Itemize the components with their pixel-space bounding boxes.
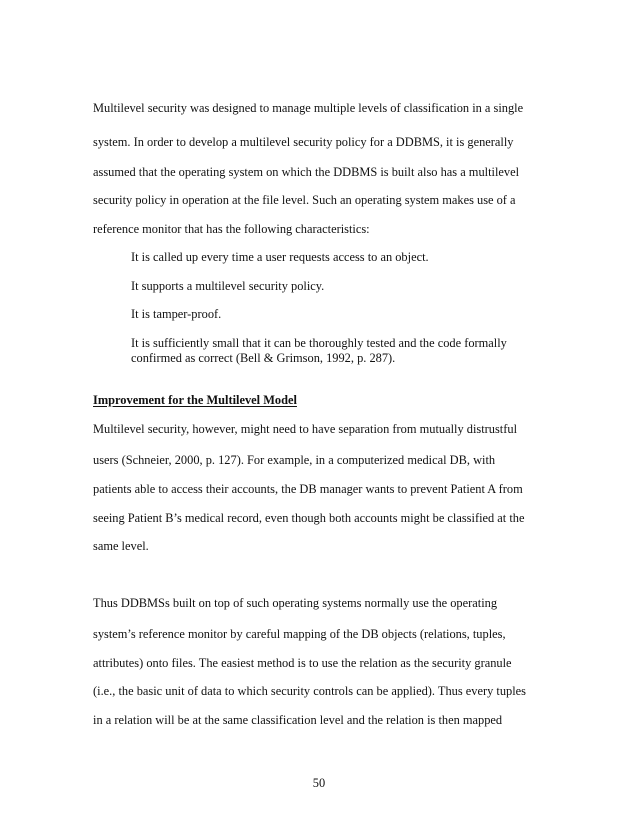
paragraph-line: assumed that the operating system on which the DDBMS is built also has a multilevel <box>93 165 520 179</box>
paragraph-line: same level. <box>93 539 149 553</box>
paragraph-line: security policy in operation at the file level. Such an operating system makes use of a <box>93 193 516 207</box>
paragraph-line: Multilevel security was designed to manage multiple levels of classification in a single <box>93 101 524 115</box>
section-heading: Improvement for the Multilevel Model <box>93 393 297 407</box>
paragraph-line: system. In order to develop a multilevel security policy for a DDBMS, it is generally <box>93 135 514 149</box>
paragraph-line: attributes) onto files. The easiest method is to use the relation as the security granule <box>93 656 512 670</box>
page-number: 50 <box>312 776 326 790</box>
characteristic-item: It is called up every time a user requests access to an object. <box>131 250 429 264</box>
paragraph-line: patients able to access their accounts, the DB manager wants to prevent Patient A from <box>93 482 523 496</box>
paragraph-line: reference monitor that has the following characteristics: <box>93 222 370 236</box>
paragraph-line: system’s reference monitor by careful mapping of the DB objects (relations, tuples, <box>93 627 506 641</box>
characteristic-item: confirmed as correct (Bell & Grimson, 1992, p. 287). <box>131 351 396 365</box>
characteristic-item: It supports a multilevel security policy. <box>131 279 325 293</box>
paragraph-line: in a relation will be at the same classification level and the relation is then mapped <box>93 713 503 727</box>
paragraph-line: seeing Patient B’s medical record, even though both accounts might be classified at the <box>93 511 525 525</box>
paragraph-line: (i.e., the basic unit of data to which security controls can be applied). Thus every tuples <box>93 684 526 698</box>
paragraph-line: Thus DDBMSs built on top of such operating systems normally use the operating <box>93 596 498 610</box>
characteristic-item: It is tamper-proof. <box>131 307 222 321</box>
paragraph-line: Multilevel security, however, might need to have separation from mutually distrustful <box>93 422 518 436</box>
paragraph-line: users (Schneier, 2000, p. 127). For example, in a computerized medical DB, with <box>93 453 496 467</box>
characteristic-item: It is sufficiently small that it can be thoroughly tested and the code formally <box>131 336 507 350</box>
